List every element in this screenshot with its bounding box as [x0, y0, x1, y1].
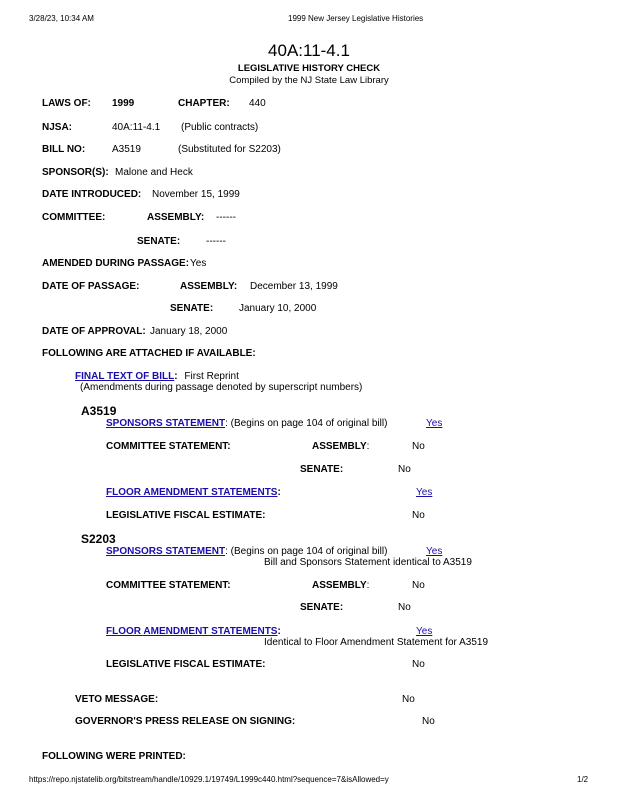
date-passage-senate-value: January 10, 2000: [239, 303, 317, 314]
press-label: GOVERNOR'S PRESS RELEASE ON SIGNING:: [75, 716, 296, 727]
s2203-sponsors-note: : (Begins on page 104 of original bill): [225, 546, 388, 557]
s2203-assembly-label: ASSEMBLY: [312, 580, 367, 591]
final-text-value: First Reprint: [184, 371, 239, 382]
bill-no-value: A3519: [112, 144, 141, 155]
s2203-sponsors-link[interactable]: SPONSORS STATEMENT: [106, 546, 226, 557]
s2203-sponsors-subnote: Bill and Sponsors Statement identical to A3519: [264, 557, 472, 568]
a3519-sponsors-yes-link[interactable]: Yes: [426, 418, 443, 429]
bill-no-label: BILL NO:: [42, 144, 86, 155]
date-introduced-label: DATE INTRODUCED:: [42, 189, 142, 200]
committee-assembly-label: ASSEMBLY:: [147, 212, 205, 223]
printed-label: FOLLOWING WERE PRINTED:: [42, 751, 186, 762]
a3519-sponsors-note: : (Begins on page 104 of original bill): [225, 418, 388, 429]
s2203-assembly-colon: :: [366, 580, 370, 591]
laws-of-label: LAWS OF:: [42, 98, 91, 109]
chapter-value: 440: [249, 98, 266, 109]
date-passage-assembly-value: December 13, 1999: [250, 281, 338, 292]
sponsors-value: Malone and Heck: [115, 167, 193, 178]
a3519-fiscal-label: LEGISLATIVE FISCAL ESTIMATE:: [106, 510, 266, 521]
s2203-floor-yes-link[interactable]: Yes: [416, 626, 433, 637]
njsa-value: 40A:11-4.1: [112, 122, 161, 133]
print-page-number: 1/2: [577, 775, 589, 784]
laws-of-value: 1999: [112, 98, 135, 109]
veto-label: VETO MESSAGE:: [75, 694, 159, 705]
s2203-fiscal-value: No: [412, 659, 425, 670]
sponsors-label: SPONSOR(S):: [42, 167, 109, 178]
bill-no-desc: (Substituted for S2203): [178, 144, 281, 155]
date-approval-value: January 18, 2000: [150, 326, 228, 337]
a3519-sponsors-row: [106, 418, 387, 430]
s2203-floor-link[interactable]: FLOOR AMENDMENT STATEMENTS: [106, 626, 278, 637]
a3519-committee-label: COMMITTEE STATEMENT:: [106, 441, 231, 452]
s2203-floor-colon: :: [277, 626, 281, 637]
a3519-assembly-value: No: [412, 441, 425, 452]
a3519-floor-link[interactable]: FLOOR AMENDMENT STATEMENTS: [106, 487, 278, 498]
compiled-by: Compiled by the NJ State Law Library: [229, 75, 389, 86]
document-subtitle: LEGISLATIVE HISTORY CHECK: [237, 63, 381, 74]
a3519-senate-value: No: [398, 464, 411, 475]
njsa-desc: (Public contracts): [181, 122, 259, 133]
committee-senate-label: SENATE:: [137, 236, 181, 247]
print-page-title: 1999 New Jersey Legislative Histories: [288, 14, 424, 23]
final-text-colon: :: [174, 371, 178, 382]
date-passage-senate-label: SENATE:: [170, 303, 214, 314]
njsa-label: NJSA:: [42, 122, 73, 133]
attached-label: FOLLOWING ARE ATTACHED IF AVAILABLE:: [42, 348, 256, 359]
s2203-committee-label: COMMITTEE STATEMENT:: [106, 580, 231, 591]
committee-assembly-value: ------: [216, 212, 236, 223]
s2203-senate-label: SENATE:: [300, 602, 344, 613]
a3519-floor-row: [106, 487, 281, 499]
amended-value: Yes: [190, 258, 207, 269]
s2203-assembly-label-wrap: [312, 580, 369, 592]
date-approval-label: DATE OF APPROVAL:: [42, 326, 146, 337]
date-passage-assembly-label: ASSEMBLY:: [180, 281, 238, 292]
amended-label: AMENDED DURING PASSAGE:: [42, 258, 190, 269]
final-text-link[interactable]: FINAL TEXT OF BILL: [75, 371, 175, 382]
a3519-fiscal-value: No: [412, 510, 425, 521]
a3519-heading: A3519: [81, 404, 117, 418]
s2203-assembly-value: No: [412, 580, 425, 591]
date-introduced-value: November 15, 1999: [152, 189, 240, 200]
s2203-sponsors-yes-link[interactable]: Yes: [426, 546, 443, 557]
s2203-floor-row: [106, 626, 281, 638]
s2203-senate-value: No: [398, 602, 411, 613]
press-value: No: [422, 716, 435, 727]
s2203-floor-subnote: Identical to Floor Amendment Statement for A3519: [264, 637, 489, 648]
veto-value: No: [402, 694, 415, 705]
final-text-note: (Amendments during passage denoted by superscript numbers): [80, 382, 363, 393]
a3519-senate-label: SENATE:: [300, 464, 344, 475]
print-datetime: 3/28/23, 10:34 AM: [29, 14, 94, 23]
committee-label: COMMITTEE:: [42, 212, 106, 223]
s2203-heading: S2203: [81, 532, 116, 546]
date-passage-label: DATE OF PASSAGE:: [42, 281, 140, 292]
a3519-assembly-colon: :: [366, 441, 370, 452]
a3519-floor-colon: :: [277, 487, 281, 498]
committee-senate-value: ------: [206, 236, 226, 247]
a3519-assembly-label-wrap: [312, 441, 369, 453]
document-title: 40A:11-4.1: [268, 41, 350, 60]
a3519-assembly-label: ASSEMBLY: [312, 441, 367, 452]
a3519-floor-yes-link[interactable]: Yes: [416, 487, 433, 498]
chapter-label: CHAPTER:: [178, 98, 230, 109]
print-url: https://repo.njstatelib.org/bitstream/handle/10929.1/19749/L1999c440.html?sequence=7&isAllowed=y: [29, 775, 389, 784]
s2203-fiscal-label: LEGISLATIVE FISCAL ESTIMATE:: [106, 659, 266, 670]
a3519-sponsors-link[interactable]: SPONSORS STATEMENT: [106, 418, 226, 429]
